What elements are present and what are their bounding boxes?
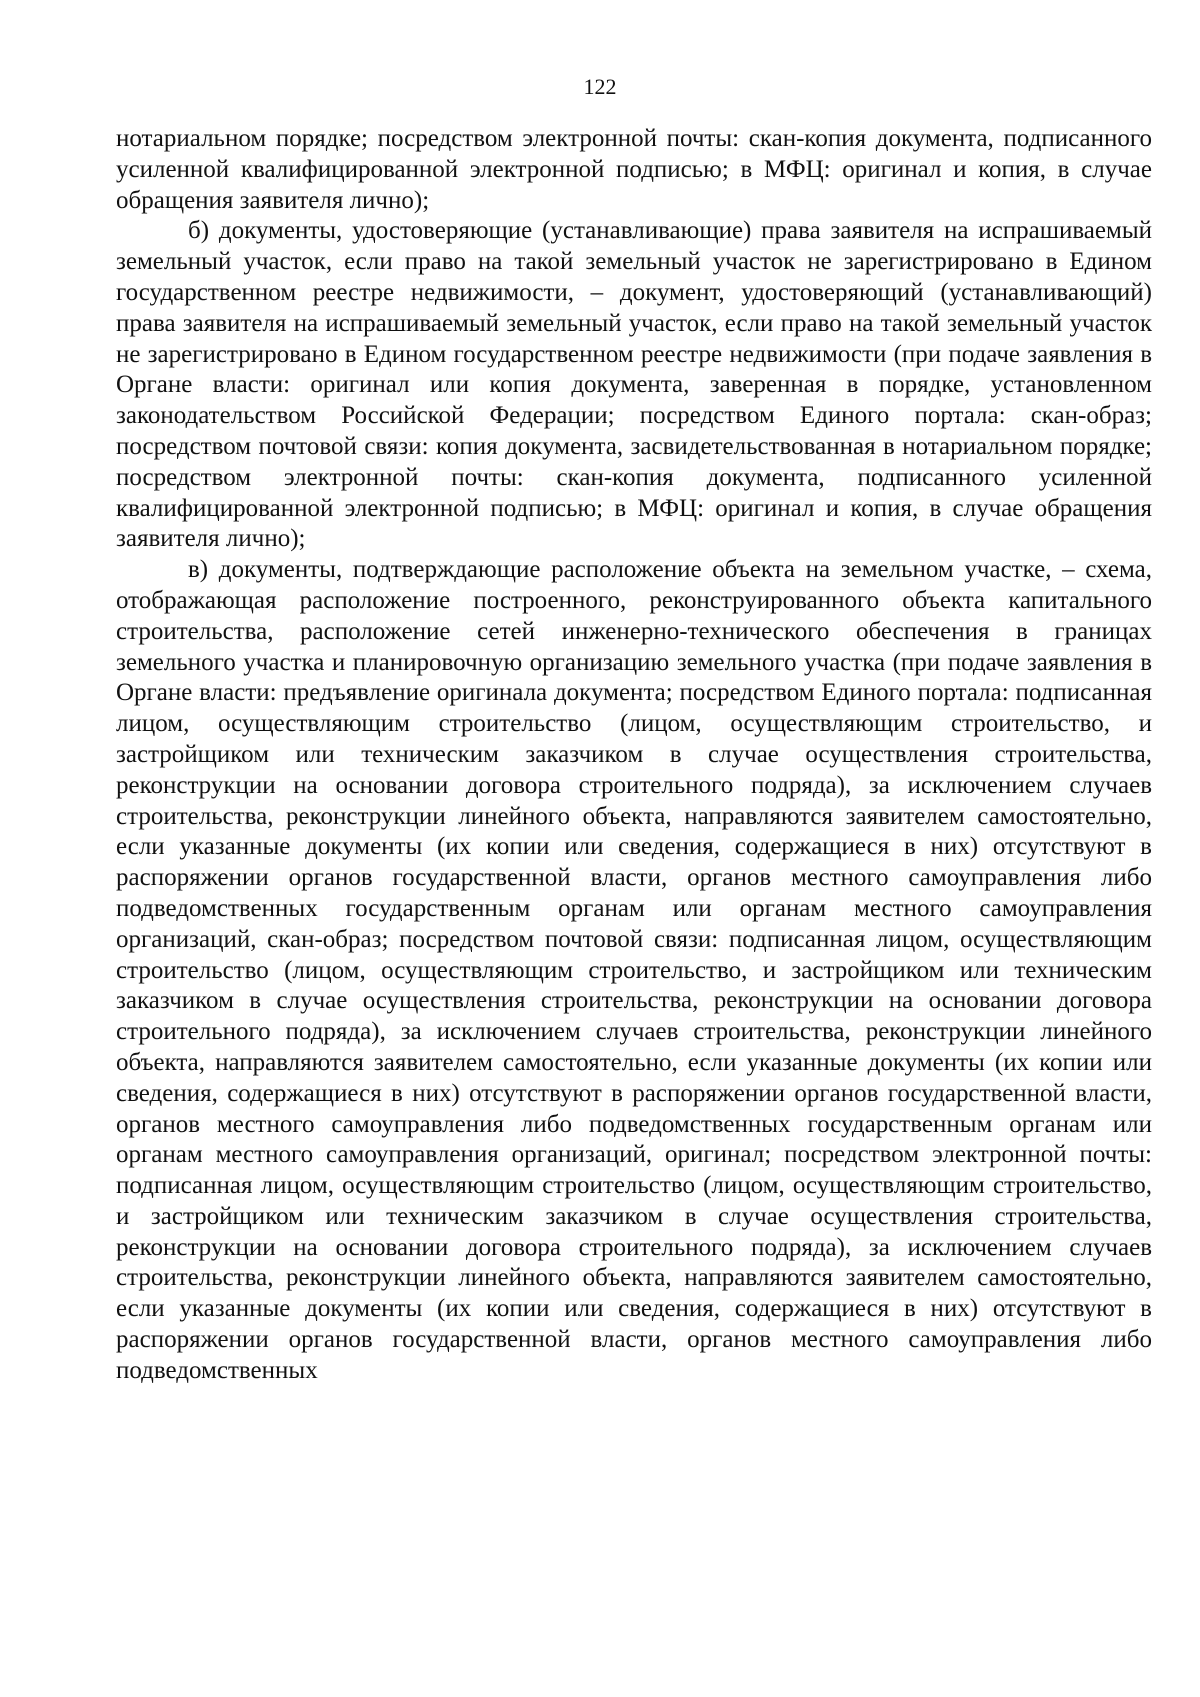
- page-number: 122: [583, 74, 617, 99]
- document-body: [116, 124, 1152, 1387]
- paragraph-item-v: в) документы, подтверждающие расположение объекта на земельном участке, – схема, отображающая расположение построенного, реконструированного объекта капитального строительства, расположение сетей инженерно-технического обеспечения в границах земельного участка и планировочную организацию земельного участка (при подаче заявления в Органе власти: предъявление оригинала документа; посредством Единого портала: подписанная лицом, осуществляющим строительство (лицом, осуществляющим строительство, и застройщиком или техническим заказчиком в случае осуществления строительства, реконструкции на основании договора строительного подряда), за исключением случаев строительства, реконструкции линейного объекта, направляются заявителем самостоятельно, если указанные документы (их копии или сведения, содержащиеся в них) отсутствуют в распоряжении органов государственной власти, органов местного самоуправления либо подведомственных государственным органам или органам местного самоуправления организаций, скан-образ; посредством почтовой связи: подписанная лицом, осуществляющим строительство (лицом, осуществляющим строительство, и застройщиком или техническим заказчиком в случае осуществления строительства, реконструкции на основании договора строительного подряда), за исключением случаев строительства, реконструкции линейного объекта, направляются заявителем самостоятельно, если указанные документы (их копии или сведения, содержащиеся в них) отсутствуют в распоряжении органов государственной власти, органов местного самоуправления либо подведомственных государственным органам или органам местного самоуправления организаций, оригинал; посредством электронной почты: подписанная лицом, осуществляющим строительство (лицом, осуществляющим строительство, и застройщиком или техническим заказчиком в случае осуществления строительства, реконструкции на основании договора строительного подряда), за исключением случаев строительства, реконструкции линейного объекта, направляются заявителем самостоятельно, если указанные документы (их копии или сведения, содержащиеся в них) отсутствуют в распоряжении органов государственной власти, органов местного самоуправления либо подведомственных: [116, 556, 1152, 1384]
- paragraph-item-b: б) документы, удостоверяющие (устанавливающие) права заявителя на испрашиваемый земельный участок, если право на такой земельный участок не зарегистрировано в Едином государственном реестре недвижимости, – документ, удостоверяющий (устанавливающий) права заявителя на испрашиваемый земельный участок, если право на такой земельный участок не зарегистрировано в Едином государственном реестре недвижимости (при подаче заявления в Органе власти: оригинал или копия документа, заверенная в порядке, установленном законодательством Российской Федерации; посредством Единого портала: скан-образ; посредством почтовой связи: копия документа, засвидетельствованная в нотариальном порядке; посредством электронной почты: скан-копия документа, подписанного усиленной квалифицированной электронной подписью; в МФЦ: оригинал и копия, в случае обращения заявителя лично);: [116, 217, 1152, 553]
- paragraph-continuation: нотариальном порядке; посредством электронной почты: скан-копия документа, подписанного усиленной квалифицированной электронной подписью; в МФЦ: оригинал и копия, в случае обращения заявителя лично);: [116, 125, 1152, 214]
